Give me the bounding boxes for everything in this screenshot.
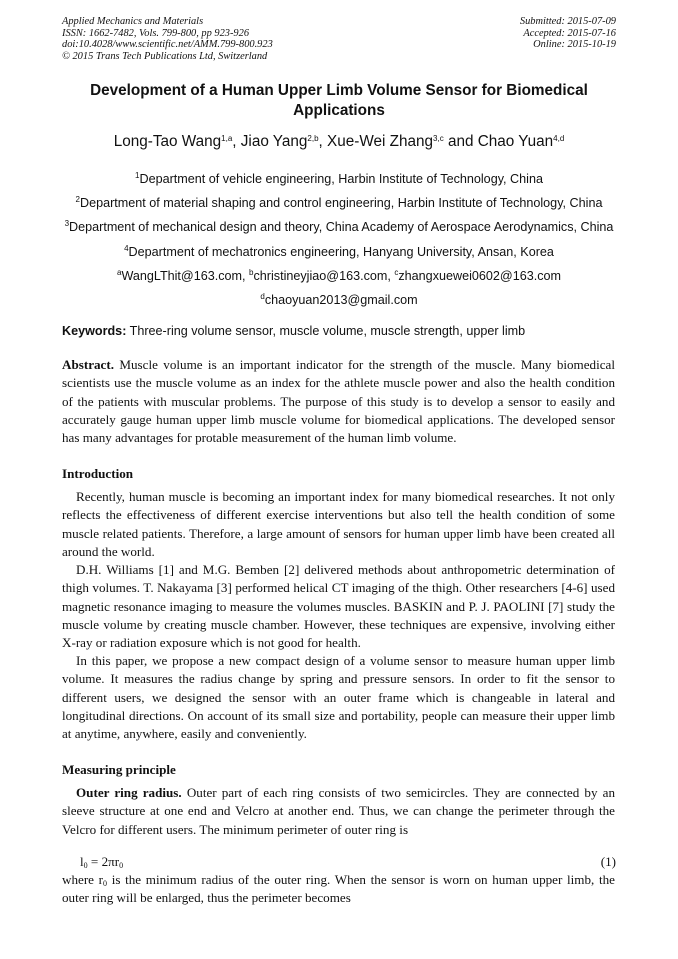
intro-paragraph-1: Recently, human muscle is becoming an important index for many biomedical researches. It not only reflects the effectiveness of different exercise interventions but also tell the health condition of some muscle related patients. Therefore, a large amount of sensors for human upper limb have been created all around the world. [62,489,615,559]
author-name: Xue-Wei Zhang [327,133,434,150]
email-link[interactable]: christineyjiao@163.com [253,269,388,283]
author-separator: , [232,133,241,150]
author-name: Long-Tao Wang [113,133,222,150]
equation-lhs: l [80,854,84,869]
journal-name: Applied Mechanics and Materials [62,16,204,27]
email-link[interactable]: chaoyuan2013@gmail.com [264,293,418,307]
affiliation-sup: 1 [135,171,140,180]
keywords-text: Three-ring volume sensor, muscle volume, muscle strength, upper limb [126,324,526,338]
affiliation-text: Department of mechanical design and theory, China Academy of Aerospace Aerodynamics, China [69,220,614,234]
after-equation-paragraph [62,871,615,908]
email-link[interactable]: WangLThit@163.com [121,269,243,283]
email-link[interactable]: zhangxuewei0602@163.com [398,269,561,283]
intro-paragraph-2: D.H. Williams [1] and M.G. Bemben [2] delivered methods about anthropometric determination of thigh volumes. T. Nakayama [3] performed helical CT imaging of the thigh. Other researchers [4-6] used magnetic resonance imaging to measure the volumes muscles. BASKIN and P. J. PAOLINI [7] study the muscle volume by creating muscle chamber. However, these techniques are expensive, involving either X-ray or radiation exposure which is not good for health. [62,562,615,651]
equation-number: (1) [600,854,616,869]
affiliation-text: Department of vehicle engineering, Harbin Institute of Technology, China [139,172,543,186]
journal-header [62,16,382,62]
affiliation-4 [40,244,638,260]
affiliation-3 [40,219,638,235]
author-affiliation-sup: 1,a [221,134,233,143]
affiliation-2 [40,195,638,211]
equation-1 [80,853,123,871]
affiliation-sup: 3 [64,219,70,228]
run-in-heading: Outer ring radius. [76,785,182,800]
abstract-label: Abstract. [62,357,114,372]
author-affiliation-sup: 4,d [553,134,565,143]
author-name: Chao Yuan [477,133,554,150]
measuring-text: Outer part of each ring consists of two semicircles. They are connected by an sleeve structure at one end and Velcro at another end. Thus, we can change the perimeter through the Velcro for different users. The minimum perimeter of outer ring is [62,785,616,837]
equation-rhs: = 2πr [87,854,120,869]
online-date: Online: 2015-10-19 [533,39,616,51]
email-sup: b [249,268,254,277]
section-heading-measuring-principle: Measuring principle [62,762,176,777]
email-sup: c [394,268,399,277]
email-sup: a [116,268,122,277]
author-separator: and [443,133,478,150]
email-separator: , [387,269,395,283]
accepted-date: Accepted: 2015-07-16 [523,27,616,39]
email-line [40,268,638,284]
after-sub: 0 [103,879,108,888]
keywords-label: Keywords: [62,324,127,338]
author-separator: , [318,133,328,150]
abstract-text: Muscle volume is an important indicator for the strength of the muscle. Many biomedical scientists use the muscle volume as an index for the athlete muscle power and also the health condition of the patients with muscular problems. The purpose of this study is to develop a sensor to easily and accurately gauge human upper limb muscle volume for biomedical applications. The developed sensor has many advantages for protable measurement of the human limb volume. [62,357,615,446]
keywords [62,323,616,339]
abstract [62,356,615,447]
doi-link[interactable]: doi:10.4028/www.scientific.net/AMM.799-800.923 [62,39,273,51]
email-sup: d [260,292,265,301]
equation-rhs-sub: 0 [119,861,124,870]
affiliation-text: Department of mechatronics engineering, Hanyang University, Ansan, Korea [128,245,554,259]
email-line-2 [40,292,638,308]
section-heading-introduction: Introduction [62,466,134,481]
equation-lhs-sub: 0 [83,861,88,870]
measuring-paragraph [62,784,615,839]
after-text-2: is the minimum radius of the outer ring. When the sensor is worn on human upper limb, the outer ring will be enlarged, thus the perimeter becomes [62,872,615,906]
dates-header [356,16,616,51]
affiliation-sup: 2 [75,195,80,204]
affiliation-sup: 4 [124,244,129,253]
intro-paragraph-3: In this paper, we propose a new compact design of a volume sensor to measure human upper limb volume. It measures the radius change by spring and pressure sensors. In order to fit the sensor to different users, we designed the sensor with an outer frame which is changeable in lateral and longitudinal directions. On account of its small size and portability, people can measure their upper limb at anytime, anywhere, easily and conveniently. [62,653,615,742]
paper-title: Development of a Human Upper Limb Volume Sensor for Biomedical Applications [90,82,588,119]
affiliation-1 [40,171,638,187]
author-name: Jiao Yang [240,133,308,150]
issn-line: ISSN: 1662-7482, Vols. 799-800, pp 923-926 [62,27,250,39]
submitted-date: Submitted: 2015-07-09 [519,16,616,27]
copyright-line: © 2015 Trans Tech Publications Ltd, Switzerland [62,50,268,62]
author-list [62,132,616,152]
email-separator: , [242,269,250,283]
after-text-1: where r [62,872,104,887]
affiliation-text: Department of material shaping and control engineering, Harbin Institute of Technology, China [79,196,603,210]
author-affiliation-sup: 3,c [433,134,444,143]
author-affiliation-sup: 2,b [307,134,319,143]
